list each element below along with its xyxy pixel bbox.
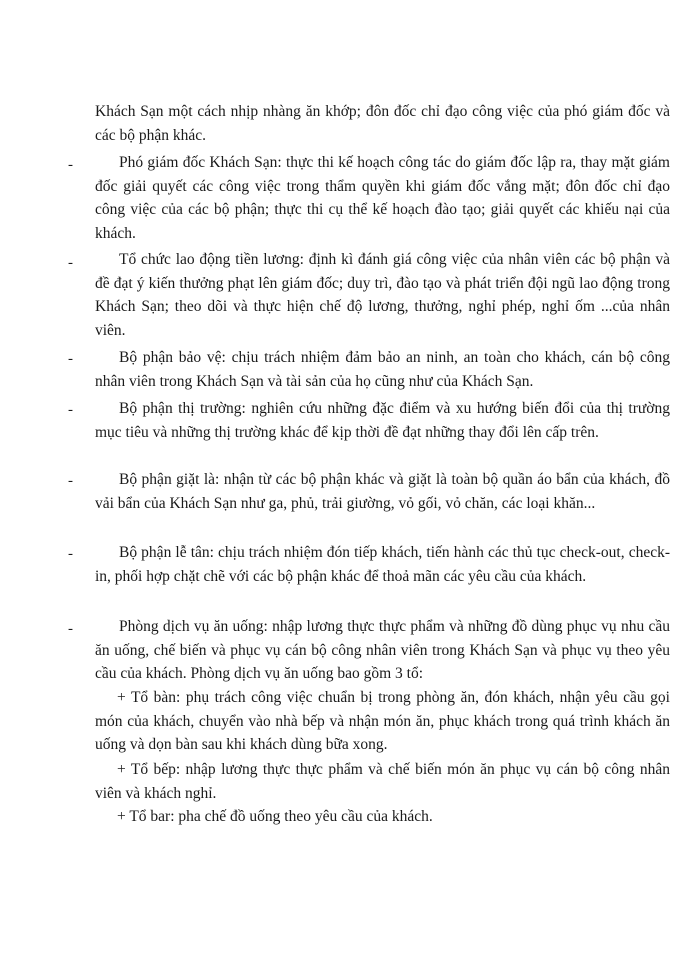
bullet-dash: - bbox=[68, 402, 73, 418]
intro-paragraph: Khách Sạn một cách nhịp nhàng ăn khớp; đôn đốc chỉ đạo công việc của phó giám đốc và các bộ phận khác. bbox=[95, 103, 670, 144]
bullet-dash: - bbox=[68, 546, 73, 562]
bullet-dash: - bbox=[68, 351, 73, 367]
sub-item-to-ban: + Tổ bàn: phụ trách công việc chuẩn bị trong phòng ăn, đón khách, nhận yêu cầu gọi món của khách, chuyển vào nhà bếp và nhận món ăn, phục khách trong quá trình khách ăn uống và dọn bàn sau khi khách dùng bữa xong. bbox=[95, 689, 670, 753]
paragraph-pho-giam-doc: Phó giám đốc Khách Sạn: thực thi kế hoạch công tác do giám đốc lập ra, thay mặt giám đốc giải quyết các công việc trong thẩm quyền khi giám đốc vắng mặt; đôn đốc chỉ đạo công việc của các bộ phận; thực thi cụ thể kế hoạch đào tạo; giải quyết các khiếu nại của khách. bbox=[95, 154, 670, 242]
paragraph-bo-phan-giat-la: Bộ phận giặt là: nhận từ các bộ phận khác và giặt là toàn bộ quần áo bẩn của khách, đồ vải bẩn của Khách Sạn như ga, phủ, trải giường, vỏ gối, vỏ chăn, các loại khăn... bbox=[95, 471, 670, 512]
bullet-dash: - bbox=[68, 255, 73, 271]
bullet-dash: - bbox=[68, 621, 73, 637]
sub-item-to-bar: + Tổ bar: pha chế đồ uống theo yêu cầu của khách. bbox=[117, 808, 433, 825]
paragraph-phong-dich-vu-an-uong: Phòng dịch vụ ăn uống: nhập lương thực thực phẩm và những đồ dùng phục vụ nhu cầu ăn uống, chế biến và phục vụ cán bộ công nhân viên trong Khách Sạn và phục vụ theo yêu cầu của khách. Phòng dịch vụ ăn uống bao gồm 3 tổ: bbox=[95, 618, 670, 682]
sub-item-to-bep: + Tổ bếp: nhập lương thực thực phẩm và chế biến món ăn phục vụ cán bộ công nhân viên và khách nghỉ. bbox=[95, 761, 670, 802]
paragraph-to-chuc-lao-dong: Tổ chức lao động tiền lương: định kì đánh giá công việc của nhân viên các bộ phận và đề đạt ý kiến thưởng phạt lên giám đốc; duy trì, đào tạo và phát triển đội ngũ lao động trong Khách Sạn; theo dõi và thực hiện chế độ lương, thưởng, nghỉ phép, nghỉ ốm ...của nhân viên. bbox=[95, 251, 670, 339]
paragraph-bo-phan-thi-truong: Bộ phận thị trường: nghiên cứu những đặc điểm và xu hướng biến đổi của thị trường mục tiêu và những thị trường khác để kịp thời đề đạt những thay đổi lên cấp trên. bbox=[95, 400, 670, 441]
paragraph-bo-phan-bao-ve: Bộ phận bảo vệ: chịu trách nhiệm đảm bảo an ninh, an toàn cho khách, cán bộ công nhân viên trong Khách Sạn và tài sản của họ cũng như của Khách Sạn. bbox=[95, 349, 670, 390]
bullet-dash: - bbox=[68, 473, 73, 489]
paragraph-bo-phan-le-tan: Bộ phận lễ tân: chịu trách nhiệm đón tiếp khách, tiến hành các thủ tục check-out, check-in, phối hợp chặt chẽ với các bộ phận khác để thoả mãn các yêu cầu của khách. bbox=[95, 544, 670, 585]
bullet-dash: - bbox=[68, 157, 73, 173]
